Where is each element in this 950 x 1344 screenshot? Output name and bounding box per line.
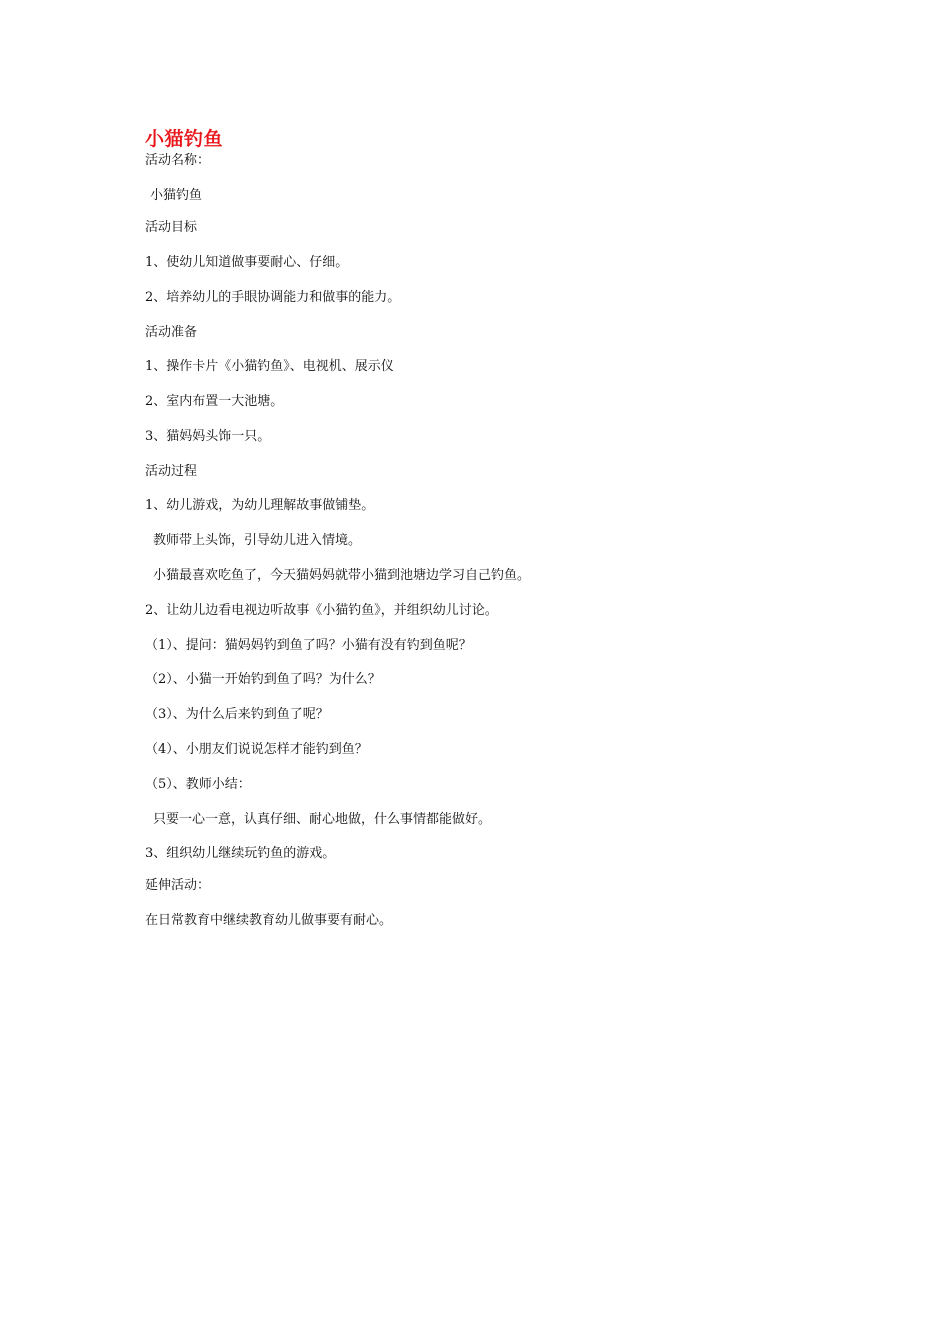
process-step-1-detail-b: 小猫最喜欢吃鱼了，今天猫妈妈就带小猫到池塘边学习自己钓鱼。: [153, 568, 531, 583]
extension-text: 在日常教育中继续教育幼儿做事要有耐心。: [145, 913, 393, 928]
question-3: （3）、为什么后来钓到鱼了呢？: [145, 707, 329, 722]
section-heading-goals: 活动目标: [145, 220, 198, 235]
process-step-1-detail-a: 教师带上头饰，引导幼儿进入情境。: [153, 533, 362, 548]
question-4: （4）、小朋友们说说怎样才能钓到鱼？: [145, 742, 368, 757]
section-heading-preparation: 活动准备: [145, 325, 198, 340]
question-1: （1）、提问：猫妈妈钓到鱼了吗？小猫有没有钓到鱼呢？: [145, 638, 472, 653]
process-step-3: 3、组织幼儿继续玩钓鱼的游戏。: [145, 846, 336, 861]
section-heading-process: 活动过程: [145, 464, 198, 479]
preparation-item-2: 2、室内布置一大池塘。: [145, 394, 284, 409]
goal-item-1: 1、使幼儿知道做事要耐心、仔细。: [145, 255, 349, 270]
activity-name-value: 小猫钓鱼: [150, 188, 203, 203]
goal-item-2: 2、培养幼儿的手眼协调能力和做事的能力。: [145, 290, 401, 305]
teacher-summary-text: 只要一心一意，认真仔细、耐心地做，什么事情都能做好。: [153, 812, 492, 827]
section-heading-activity-name: 活动名称：: [145, 153, 211, 168]
question-2: （2）、小猫一开始钓到鱼了吗？为什么？: [145, 672, 381, 687]
process-step-2: 2、让幼儿边看电视边听故事《小猫钓鱼》，并组织幼儿讨论。: [145, 603, 498, 618]
preparation-item-1: 1、操作卡片《小猫钓鱼》、电视机、展示仪: [145, 359, 394, 374]
process-step-1: 1、幼儿游戏，为幼儿理解故事做铺垫。: [145, 498, 375, 513]
document-title: 小猫钓鱼: [145, 128, 224, 150]
section-heading-extension: 延伸活动：: [145, 878, 211, 893]
teacher-summary-label: （5）、教师小结：: [145, 777, 251, 792]
preparation-item-3: 3、猫妈妈头饰一只。: [145, 429, 271, 444]
